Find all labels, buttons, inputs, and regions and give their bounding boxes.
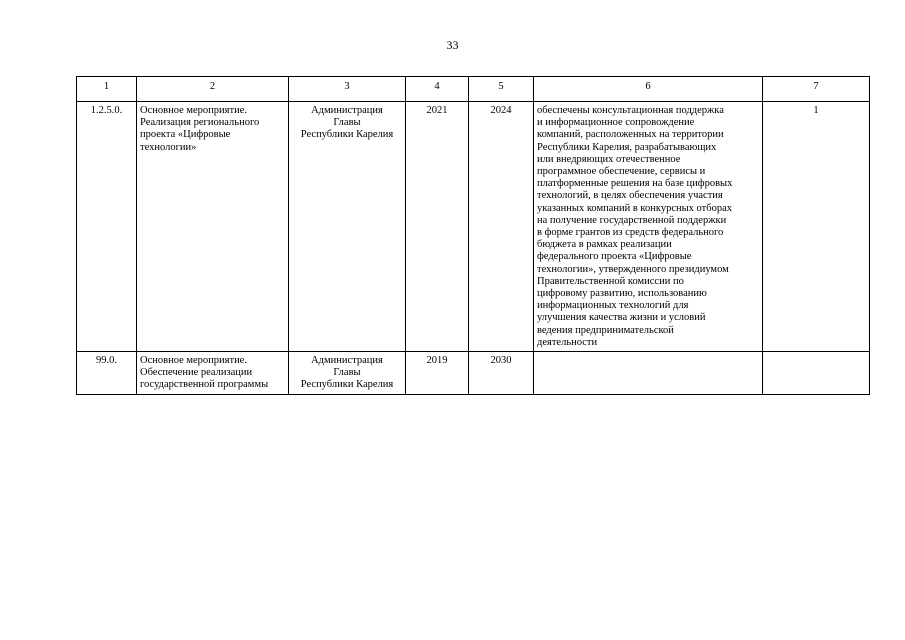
column-header: 3 (289, 77, 406, 102)
row-end-year: 2030 (469, 352, 534, 395)
column-header: 1 (77, 77, 137, 102)
column-header: 2 (137, 77, 289, 102)
column-header: 6 (534, 77, 763, 102)
row-name: Основное мероприятие. Реализация регионального проекта «Цифровые технологии» (137, 102, 289, 352)
row-name: Основное мероприятие. Обеспечение реализации государственной программы (137, 352, 289, 395)
table-row (77, 352, 870, 395)
table-row (77, 102, 870, 352)
row-code: 99.0. (77, 352, 137, 395)
row-end-year: 2024 (469, 102, 534, 352)
row-result: обеспечены консультационная поддержка и информационное сопровождение компаний, расположенных на территории Республики Карелия, разрабатывающих или внедряющих отечественное программное обеспечение, сервисы и платформенные решения на базе цифровых технологий, в целях обеспечения участия указанных компаний в конкурсных отборах на получение государственной поддержки в форме грантов из средств федерального бюджета в рамках реализации федерального проекта «Цифровые технологии», утвержденного президиумом Правительственной комиссии по цифровому развитию, использованию информационных технологий для улучшения качества жизни и условий ведения предпринимательской деятельности (534, 102, 763, 352)
row-executor: Администрация Главы Республики Карелия (289, 352, 406, 395)
table-header-row (77, 77, 870, 102)
row-start-year: 2021 (406, 102, 469, 352)
page-number: 33 (446, 38, 459, 52)
column-header: 4 (406, 77, 469, 102)
row-start-year: 2019 (406, 352, 469, 395)
row-col7: 1 (763, 102, 870, 352)
row-executor: Администрация Главы Республики Карелия (289, 102, 406, 352)
column-header: 7 (763, 77, 870, 102)
column-header: 5 (469, 77, 534, 102)
row-col7 (763, 352, 870, 395)
row-result (534, 352, 763, 395)
program-table (76, 76, 870, 395)
row-code: 1.2.5.0. (77, 102, 137, 352)
